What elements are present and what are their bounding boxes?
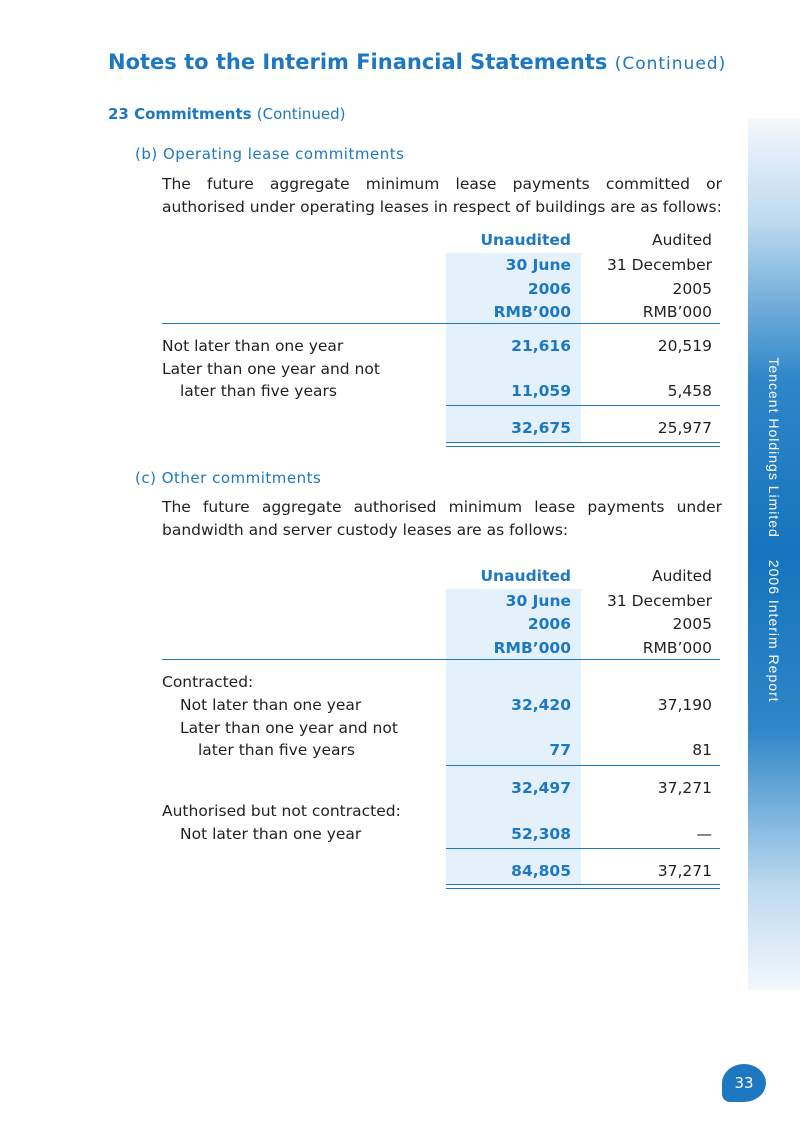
- contracted-subtotal-rule: [446, 765, 720, 766]
- other-total-audited: 37,271: [657, 862, 712, 880]
- other-date-unaudited: 30 June: [505, 592, 571, 610]
- operating-total-unaudited: 32,675: [511, 419, 571, 437]
- side-report-name: 2006 Interim Report: [766, 559, 782, 703]
- operating-row-unaudited: 21,616: [511, 337, 571, 355]
- operating-col-unaudited: Unaudited: [480, 231, 571, 249]
- page-number: 33: [722, 1064, 766, 1102]
- side-company-name: Tencent Holdings Limited: [766, 357, 782, 538]
- contracted-subtotal-audited: 37,271: [657, 779, 712, 797]
- operating-total-audited: 25,977: [657, 419, 712, 437]
- operating-intro: The future aggregate minimum lease payments committed or authorised under operating leases in respect of buildings are as follows:: [162, 175, 722, 216]
- other-total-top-rule: [446, 848, 720, 849]
- contracted-row-label: Not later than one year: [180, 696, 362, 714]
- authorised-row-unaudited: 52,308: [511, 825, 571, 843]
- other-year-unaudited: 2006: [527, 615, 571, 633]
- operating-row-label: later than five years: [180, 382, 337, 400]
- operating-unit-unaudited: RMB’000: [493, 303, 571, 321]
- other-heading: (c) Other commitments: [135, 469, 322, 487]
- page-title-text: Notes to the Interim Financial Statements: [108, 50, 608, 74]
- operating-year-audited: 2005: [672, 280, 712, 298]
- section-title-text: 23 Commitments: [108, 105, 252, 123]
- operating-col-audited: Audited: [651, 231, 712, 249]
- authorised-row-audited: —: [696, 825, 712, 843]
- other-intro: The future aggregate authorised minimum lease payments under bandwidth and server custody leases are as follows:: [162, 498, 722, 539]
- other-unit-audited: RMB’000: [642, 639, 712, 657]
- other-col-unaudited: Unaudited: [480, 567, 571, 585]
- contracted-row-unaudited: 32,420: [511, 696, 571, 714]
- other-unit-unaudited: RMB’000: [493, 639, 571, 657]
- page-title: [108, 50, 726, 74]
- other-header-rule: [162, 659, 720, 660]
- contracted-row-unaudited: 77: [549, 741, 571, 759]
- contracted-row-label: later than five years: [198, 741, 355, 759]
- section-title-suffix: (Continued): [256, 105, 346, 123]
- side-running-header: [766, 357, 782, 702]
- contracted-row-label: Later than one year and not: [180, 719, 398, 737]
- operating-row-unaudited: 11,059: [511, 382, 571, 400]
- operating-total-rule: [446, 442, 720, 447]
- operating-subtotal-rule: [446, 405, 720, 406]
- other-date-audited: 31 December: [606, 592, 712, 610]
- operating-row-label: Later than one year and not: [162, 360, 380, 378]
- other-year-audited: 2005: [672, 615, 712, 633]
- contracted-row-audited: 81: [692, 741, 712, 759]
- contracted-subtotal-unaudited: 32,497: [511, 779, 571, 797]
- section-title: [108, 105, 345, 123]
- operating-date-audited: 31 December: [606, 256, 712, 274]
- authorised-label: Authorised but not contracted:: [162, 802, 401, 820]
- other-col-audited: Audited: [651, 567, 712, 585]
- operating-date-unaudited: 30 June: [505, 256, 571, 274]
- operating-row-audited: 20,519: [657, 337, 712, 355]
- operating-header-rule: [162, 323, 720, 324]
- operating-unit-audited: RMB’000: [642, 303, 712, 321]
- operating-year-unaudited: 2006: [527, 280, 571, 298]
- other-total-unaudited: 84,805: [511, 862, 571, 880]
- page-title-suffix: (Continued): [614, 54, 727, 74]
- operating-heading: (b) Operating lease commitments: [135, 145, 405, 163]
- other-total-rule: [446, 884, 720, 889]
- operating-row-audited: 5,458: [667, 382, 712, 400]
- authorised-row-label: Not later than one year: [180, 825, 362, 843]
- contracted-row-audited: 37,190: [657, 696, 712, 714]
- contracted-label: Contracted:: [162, 673, 254, 691]
- operating-row-label: Not later than one year: [162, 337, 344, 355]
